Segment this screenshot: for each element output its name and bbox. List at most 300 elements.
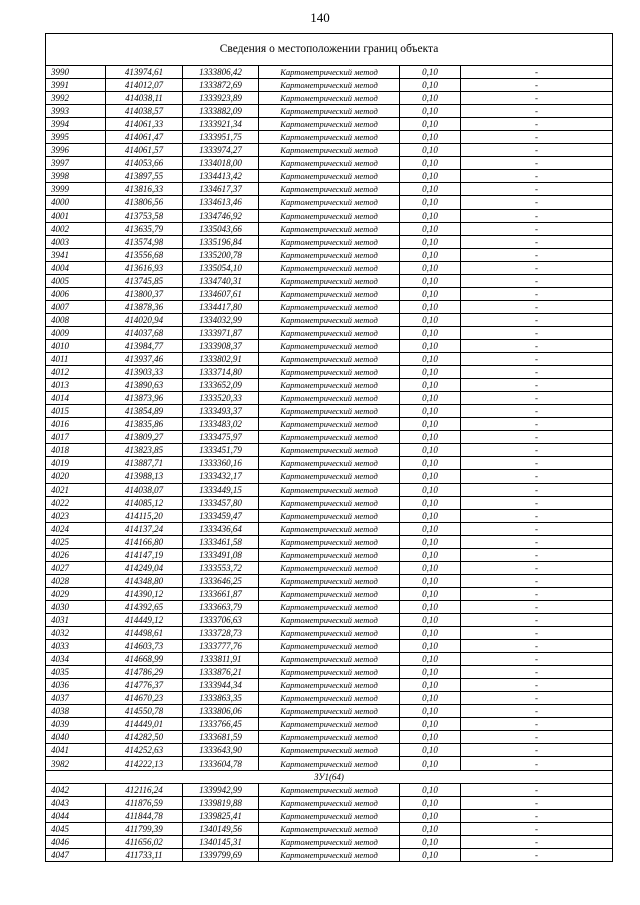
x-coordinate-cell: 413974,61 [106,66,183,79]
point-number-cell: 4030 [46,600,106,613]
y-coordinate-cell: 1333360,16 [183,457,259,470]
description-cell: - [461,705,613,718]
y-coordinate-cell: 1339825,41 [183,809,259,822]
x-coordinate-cell: 414020,94 [106,313,183,326]
y-coordinate-cell: 1333908,37 [183,339,259,352]
description-cell: - [461,692,613,705]
x-coordinate-cell: 414115,20 [106,509,183,522]
y-coordinate-cell: 1333661,87 [183,587,259,600]
y-coordinate-cell: 1333520,33 [183,392,259,405]
x-coordinate-cell: 414668,99 [106,653,183,666]
point-number-cell: 4000 [46,196,106,209]
point-number-cell: 3996 [46,144,106,157]
description-cell: - [461,444,613,457]
x-coordinate-cell: 414390,12 [106,587,183,600]
point-number-cell: 3990 [46,66,106,79]
method-cell: Картометрический метод [259,300,400,313]
description-cell: - [461,209,613,222]
table-row [46,613,612,626]
method-cell: Картометрический метод [259,366,400,379]
y-coordinate-cell: 1334417,80 [183,300,259,313]
method-cell: Картометрический метод [259,744,400,757]
y-coordinate-cell: 1339942,99 [183,783,259,796]
description-cell: - [461,431,613,444]
description-cell: - [461,66,613,79]
y-coordinate-cell: 1333461,58 [183,535,259,548]
y-coordinate-cell: 1340149,56 [183,822,259,835]
table-row [46,444,612,457]
y-coordinate-cell: 1334746,92 [183,209,259,222]
x-coordinate-cell: 414037,68 [106,326,183,339]
precision-cell: 0,10 [400,300,461,313]
method-cell: Картометрический метод [259,196,400,209]
y-coordinate-cell: 1334032,99 [183,313,259,326]
description-cell: - [461,196,613,209]
method-cell: Картометрический метод [259,613,400,626]
y-coordinate-cell: 1333436,64 [183,522,259,535]
table-row [46,496,612,509]
table-row [46,574,612,587]
method-cell: Картометрический метод [259,731,400,744]
point-number-cell: 4015 [46,405,106,418]
precision-cell: 0,10 [400,496,461,509]
x-coordinate-cell: 414061,47 [106,131,183,144]
table-row [46,183,612,196]
table-row [46,66,612,79]
point-number-cell: 4016 [46,418,106,431]
y-coordinate-cell: 1333553,72 [183,561,259,574]
precision-cell: 0,10 [400,640,461,653]
precision-cell: 0,10 [400,666,461,679]
description-cell: - [461,79,613,92]
point-number-cell: 4044 [46,809,106,822]
method-cell: Картометрический метод [259,444,400,457]
y-coordinate-cell: 1333483,02 [183,418,259,431]
point-number-cell: 4004 [46,261,106,274]
x-coordinate-cell: 414038,07 [106,483,183,496]
method-cell: Картометрический метод [259,757,400,770]
point-number-cell: 4043 [46,796,106,809]
description-cell: - [461,339,613,352]
table-row [46,731,612,744]
description-cell: - [461,666,613,679]
precision-cell: 0,10 [400,379,461,392]
x-coordinate-cell: 414252,63 [106,744,183,757]
point-number-cell: 4008 [46,313,106,326]
description-cell: - [461,783,613,796]
y-coordinate-cell: 1333974,27 [183,144,259,157]
point-number-cell: 4034 [46,653,106,666]
x-coordinate-cell: 413809,27 [106,431,183,444]
y-coordinate-cell: 1333643,90 [183,744,259,757]
method-cell: Картометрический метод [259,640,400,653]
precision-cell: 0,10 [400,248,461,261]
precision-cell: 0,10 [400,131,461,144]
description-cell: - [461,105,613,118]
y-coordinate-cell: 1333802,91 [183,353,259,366]
y-coordinate-cell: 1333876,21 [183,666,259,679]
method-cell: Картометрический метод [259,548,400,561]
description-cell: - [461,118,613,131]
y-coordinate-cell: 1333882,09 [183,105,259,118]
x-coordinate-cell: 413556,68 [106,248,183,261]
description-cell: - [461,535,613,548]
table-row [46,627,612,640]
y-coordinate-cell: 1334413,42 [183,170,259,183]
x-coordinate-cell: 414449,01 [106,718,183,731]
precision-cell: 0,10 [400,522,461,535]
point-number-cell: 4003 [46,235,106,248]
table-row [46,79,612,92]
description-cell: - [461,587,613,600]
y-coordinate-cell: 1333872,69 [183,79,259,92]
description-cell: - [461,627,613,640]
method-cell: Картометрический метод [259,783,400,796]
table-row [46,170,612,183]
description-cell: - [461,326,613,339]
description-cell: - [461,600,613,613]
table-row [46,809,612,822]
method-cell: Картометрический метод [259,92,400,105]
precision-cell: 0,10 [400,183,461,196]
x-coordinate-cell: 414053,66 [106,157,183,170]
point-number-cell: 4040 [46,731,106,744]
precision-cell: 0,10 [400,418,461,431]
x-coordinate-cell: 413635,79 [106,222,183,235]
method-cell: Картометрический метод [259,235,400,248]
table-row [46,835,612,848]
table-row [46,470,612,483]
point-number-cell: 4017 [46,431,106,444]
precision-cell: 0,10 [400,835,461,848]
point-number-cell: 4039 [46,718,106,731]
method-cell: Картометрический метод [259,379,400,392]
method-cell: Картометрический метод [259,653,400,666]
x-coordinate-cell: 413816,33 [106,183,183,196]
table-title: Сведения о местоположении границ объекта [46,34,612,66]
table-row [46,548,612,561]
point-number-cell: 4012 [46,366,106,379]
description-cell: - [461,679,613,692]
table-row [46,822,612,835]
x-coordinate-cell: 413903,33 [106,366,183,379]
y-coordinate-cell: 1334617,37 [183,183,259,196]
point-number-cell: 4045 [46,822,106,835]
method-cell: Картометрический метод [259,692,400,705]
method-cell: Картометрический метод [259,679,400,692]
x-coordinate-cell: 413745,85 [106,274,183,287]
table-row [46,587,612,600]
description-cell: - [461,170,613,183]
table-row [46,405,612,418]
section-label: ЗУ1(64) [46,770,612,783]
table-row [46,744,612,757]
x-coordinate-cell: 413823,85 [106,444,183,457]
point-number-cell: 4037 [46,692,106,705]
point-number-cell: 4013 [46,379,106,392]
description-cell: - [461,418,613,431]
y-coordinate-cell: 1339819,88 [183,796,259,809]
method-cell: Картометрический метод [259,483,400,496]
method-cell: Картометрический метод [259,666,400,679]
point-number-cell: 4023 [46,509,106,522]
point-number-cell: 3993 [46,105,106,118]
x-coordinate-cell: 414147,19 [106,548,183,561]
method-cell: Картометрический метод [259,496,400,509]
point-number-cell: 4007 [46,300,106,313]
y-coordinate-cell: 1333604,78 [183,757,259,770]
y-coordinate-cell: 1340145,31 [183,835,259,848]
description-cell: - [461,222,613,235]
table-row [46,718,612,731]
x-coordinate-cell: 414670,23 [106,692,183,705]
description-cell: - [461,522,613,535]
table-row [46,326,612,339]
x-coordinate-cell: 413873,96 [106,392,183,405]
y-coordinate-cell: 1333923,89 [183,92,259,105]
table-row [46,157,612,170]
x-coordinate-cell: 413854,89 [106,405,183,418]
table-row [46,666,612,679]
precision-cell: 0,10 [400,796,461,809]
method-cell: Картометрический метод [259,353,400,366]
precision-cell: 0,10 [400,457,461,470]
precision-cell: 0,10 [400,731,461,744]
y-coordinate-cell: 1334607,61 [183,287,259,300]
method-cell: Картометрический метод [259,809,400,822]
coordinates-table-body [46,66,612,861]
point-number-cell: 4005 [46,274,106,287]
description-cell: - [461,809,613,822]
table-row [46,209,612,222]
precision-cell: 0,10 [400,170,461,183]
point-number-cell: 4009 [46,326,106,339]
y-coordinate-cell: 1333806,42 [183,66,259,79]
description-cell: - [461,274,613,287]
point-number-cell: 4035 [46,666,106,679]
point-number-cell: 4046 [46,835,106,848]
method-cell: Картометрический метод [259,105,400,118]
method-cell: Картометрический метод [259,561,400,574]
precision-cell: 0,10 [400,783,461,796]
x-coordinate-cell: 414061,57 [106,144,183,157]
precision-cell: 0,10 [400,613,461,626]
table-row [46,131,612,144]
precision-cell: 0,10 [400,809,461,822]
method-cell: Картометрический метод [259,339,400,352]
method-cell: Картометрический метод [259,405,400,418]
table-row [46,848,612,861]
table-row [46,379,612,392]
table-row [46,118,612,131]
y-coordinate-cell: 1333449,15 [183,483,259,496]
table-row [46,105,612,118]
description-cell: - [461,379,613,392]
description-cell: - [461,392,613,405]
point-number-cell: 4031 [46,613,106,626]
y-coordinate-cell: 1335054,10 [183,261,259,274]
y-coordinate-cell: 1333921,34 [183,118,259,131]
point-number-cell: 4027 [46,561,106,574]
method-cell: Картометрический метод [259,274,400,287]
precision-cell: 0,10 [400,222,461,235]
description-cell: - [461,157,613,170]
boundary-table-sheet [45,33,613,862]
precision-cell: 0,10 [400,366,461,379]
precision-cell: 0,10 [400,339,461,352]
precision-cell: 0,10 [400,431,461,444]
method-cell: Картометрический метод [259,822,400,835]
point-number-cell: 4024 [46,522,106,535]
point-number-cell: 4010 [46,339,106,352]
description-cell: - [461,261,613,274]
y-coordinate-cell: 1333475,97 [183,431,259,444]
precision-cell: 0,10 [400,353,461,366]
y-coordinate-cell: 1333806,06 [183,705,259,718]
precision-cell: 0,10 [400,679,461,692]
x-coordinate-cell: 411799,39 [106,822,183,835]
table-row [46,261,612,274]
precision-cell: 0,10 [400,600,461,613]
description-cell: - [461,183,613,196]
x-coordinate-cell: 413800,37 [106,287,183,300]
description-cell: - [461,613,613,626]
method-cell: Картометрический метод [259,535,400,548]
point-number-cell: 3994 [46,118,106,131]
table-row [46,287,612,300]
x-coordinate-cell: 414085,12 [106,496,183,509]
method-cell: Картометрический метод [259,261,400,274]
y-coordinate-cell: 1333863,35 [183,692,259,705]
description-cell: - [461,366,613,379]
method-cell: Картометрический метод [259,144,400,157]
description-cell: - [461,483,613,496]
y-coordinate-cell: 1333493,37 [183,405,259,418]
precision-cell: 0,10 [400,483,461,496]
description-cell: - [461,313,613,326]
description-cell: - [461,796,613,809]
method-cell: Картометрический метод [259,796,400,809]
table-row [46,92,612,105]
description-cell: - [461,235,613,248]
method-cell: Картометрический метод [259,574,400,587]
point-number-cell: 4006 [46,287,106,300]
point-number-cell: 4018 [46,444,106,457]
description-cell: - [461,744,613,757]
section-row [46,770,612,783]
method-cell: Картометрический метод [259,848,400,861]
method-cell: Картометрический метод [259,718,400,731]
description-cell: - [461,496,613,509]
precision-cell: 0,10 [400,274,461,287]
method-cell: Картометрический метод [259,392,400,405]
table-row [46,313,612,326]
description-cell: - [461,822,613,835]
y-coordinate-cell: 1333663,79 [183,600,259,613]
description-cell: - [461,131,613,144]
method-cell: Картометрический метод [259,627,400,640]
x-coordinate-cell: 414498,61 [106,627,183,640]
point-number-cell: 4025 [46,535,106,548]
table-row [46,640,612,653]
x-coordinate-cell: 412116,24 [106,783,183,796]
table-row [46,392,612,405]
description-cell: - [461,248,613,261]
table-row [46,653,612,666]
y-coordinate-cell: 1333714,80 [183,366,259,379]
x-coordinate-cell: 413878,36 [106,300,183,313]
precision-cell: 0,10 [400,79,461,92]
y-coordinate-cell: 1334018,00 [183,157,259,170]
precision-cell: 0,10 [400,822,461,835]
y-coordinate-cell: 1333944,34 [183,679,259,692]
method-cell: Картометрический метод [259,79,400,92]
table-row [46,509,612,522]
x-coordinate-cell: 413835,86 [106,418,183,431]
description-cell: - [461,757,613,770]
y-coordinate-cell: 1333457,80 [183,496,259,509]
point-number-cell: 4038 [46,705,106,718]
description-cell: - [461,561,613,574]
point-number-cell: 3982 [46,757,106,770]
table-row [46,705,612,718]
method-cell: Картометрический метод [259,118,400,131]
precision-cell: 0,10 [400,470,461,483]
table-row [46,366,612,379]
point-number-cell: 4028 [46,574,106,587]
point-number-cell: 4020 [46,470,106,483]
y-coordinate-cell: 1333971,87 [183,326,259,339]
point-number-cell: 4002 [46,222,106,235]
x-coordinate-cell: 413887,71 [106,457,183,470]
table-row [46,483,612,496]
table-row [46,144,612,157]
y-coordinate-cell: 1333728,73 [183,627,259,640]
x-coordinate-cell: 413574,98 [106,235,183,248]
x-coordinate-cell: 414348,80 [106,574,183,587]
precision-cell: 0,10 [400,392,461,405]
description-cell: - [461,548,613,561]
y-coordinate-cell: 1334740,31 [183,274,259,287]
method-cell: Картометрический метод [259,157,400,170]
table-row [46,457,612,470]
x-coordinate-cell: 413753,58 [106,209,183,222]
precision-cell: 0,10 [400,235,461,248]
point-number-cell: 4029 [46,587,106,600]
precision-cell: 0,10 [400,757,461,770]
method-cell: Картометрический метод [259,170,400,183]
precision-cell: 0,10 [400,561,461,574]
table-row [46,796,612,809]
y-coordinate-cell: 1333706,63 [183,613,259,626]
point-number-cell: 4022 [46,496,106,509]
description-cell: - [461,353,613,366]
precision-cell: 0,10 [400,118,461,131]
precision-cell: 0,10 [400,718,461,731]
description-cell: - [461,653,613,666]
method-cell: Картометрический метод [259,600,400,613]
precision-cell: 0,10 [400,509,461,522]
y-coordinate-cell: 1339799,69 [183,848,259,861]
point-number-cell: 3997 [46,157,106,170]
x-coordinate-cell: 414012,07 [106,79,183,92]
description-cell: - [461,835,613,848]
description-cell: - [461,848,613,861]
table-row [46,692,612,705]
x-coordinate-cell: 414282,50 [106,731,183,744]
description-cell: - [461,405,613,418]
description-cell: - [461,640,613,653]
